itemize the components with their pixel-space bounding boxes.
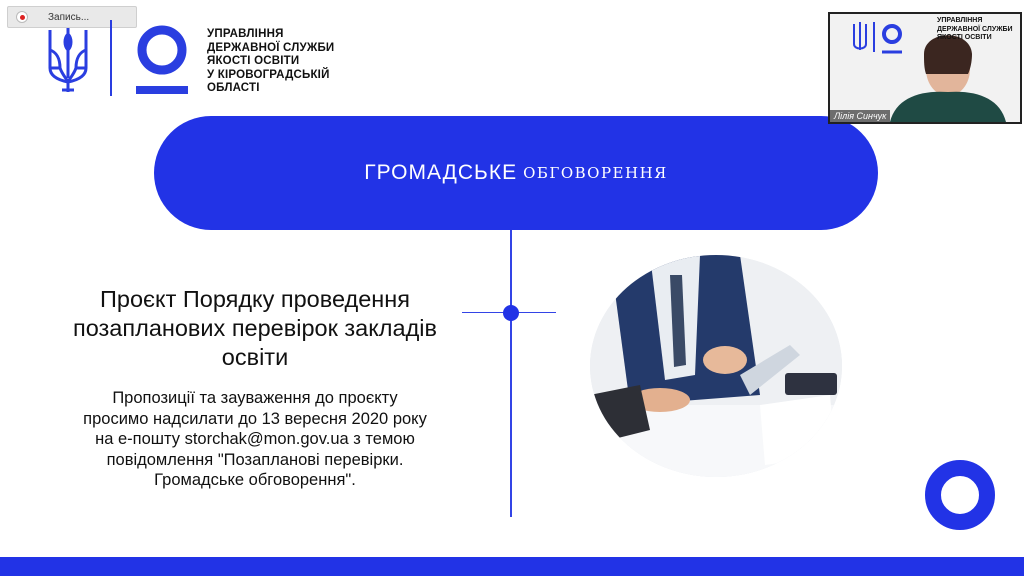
title-banner — [154, 116, 878, 230]
decorative-ring — [925, 460, 995, 530]
org-name-line: У КІРОВОГРАДСЬКІЙ — [207, 68, 330, 81]
participant-name: Лілія Синчук — [830, 110, 890, 122]
body-line: на е-пошту storchak@mon.gov.ua з темою — [95, 430, 415, 448]
footer-bar — [0, 557, 1024, 576]
webcam-video[interactable] — [828, 12, 1022, 124]
o-mark-icon — [134, 22, 190, 96]
body-line: просимо надсилати до 13 вересня 2020 року — [83, 409, 427, 428]
trident-icon — [44, 24, 92, 96]
banner-title-main: ГРОМАДСЬКЕ — [364, 161, 518, 184]
meeting-photo — [590, 255, 842, 477]
webcam-org-line: ЯКОСТІ ОСВІТИ — [937, 34, 992, 41]
body-line: Громадське обговорення". — [154, 471, 356, 489]
logo-divider — [110, 20, 112, 96]
org-name-line: УПРАВЛІННЯ — [207, 28, 284, 40]
body-line: Пропозиції та зауваження до проєкту — [112, 389, 398, 407]
title-line: позапланових перевірок закладів — [73, 315, 437, 341]
org-name-line: ДЕРЖАВНОЇ СЛУЖБИ — [207, 41, 335, 54]
banner-title-small: ОБГОВОРЕННЯ — [523, 164, 668, 182]
body-line: повідомлення "Позапланові перевірки. — [106, 450, 404, 469]
title-line: Проєкт Порядку проведення — [100, 286, 410, 312]
connector-node — [503, 305, 519, 321]
org-name-line: ОБЛАСТІ — [207, 82, 260, 94]
vertical-divider — [510, 230, 512, 517]
recording-label: Запись... — [48, 11, 90, 23]
slide-title — [40, 285, 470, 372]
webcam-org-text — [937, 17, 1022, 43]
org-name — [207, 28, 357, 96]
slide-body — [20, 388, 490, 491]
org-name-line: ЯКОСТІ ОСВІТИ — [207, 55, 300, 67]
webcam-org-line: УПРАВЛІННЯ — [937, 17, 983, 24]
title-line: освіти — [221, 344, 289, 370]
webcam-org-line: ДЕРЖАВНОЇ СЛУЖБИ — [937, 25, 1013, 33]
record-icon — [16, 11, 28, 23]
